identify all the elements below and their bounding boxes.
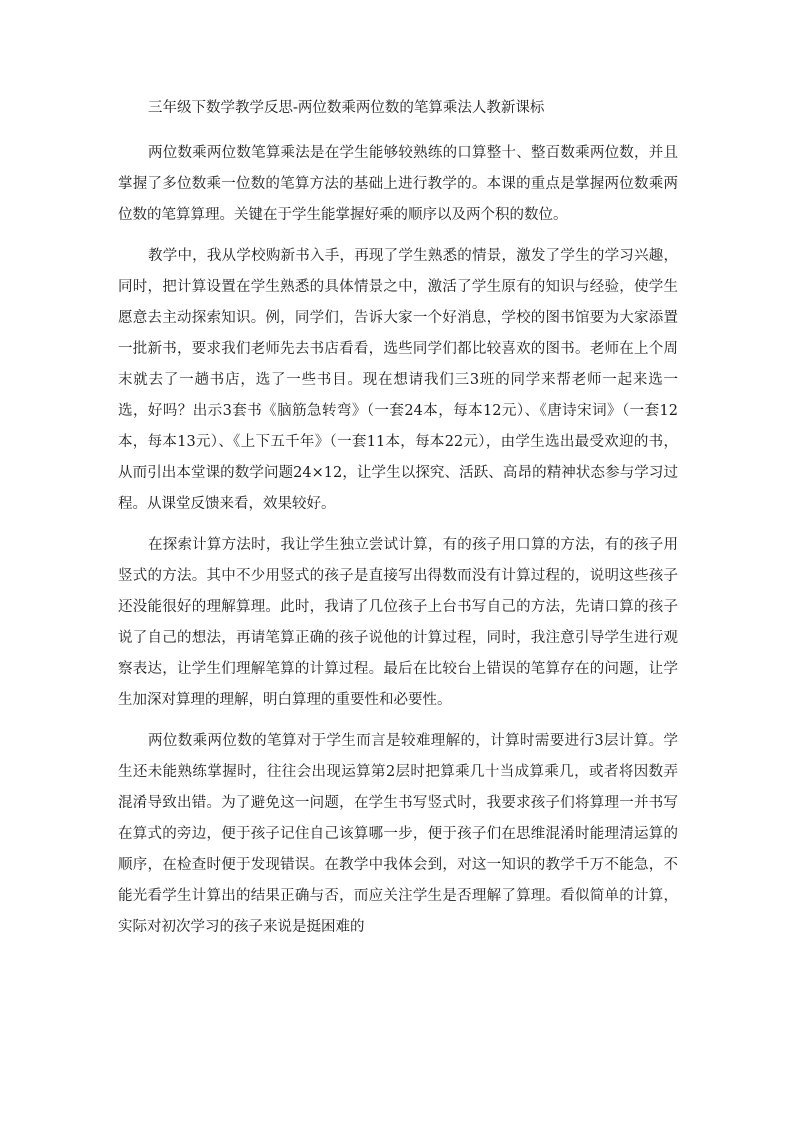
paragraph-1: 两位数乘两位数笔算乘法是在学生能够较熟练的口算整十、整百数乘两位数，并且掌握了多位数乘一位数的笔算方法的基础上进行教学的。本课的重点是掌握两位数乘两位数的笔算算理。关键在于学生能掌握好乘的顺序以及两个积的数位。 bbox=[118, 145, 678, 223]
paragraph-2: 教学中，我从学校购新书入手，再现了学生熟悉的情景，激发了学生的学习兴趣，同时，把计算设置在学生熟悉的具体情景之中，激活了学生原有的知识与经验，使学生愿意去主动探索知识。例，同学们，告诉大家一个好消息，学校的图书馆要为大家添置一批新书，要求我们老师先去书店看看，选些同学们都比较喜欢的图书。老师在上个周末就去了一趟书店，选了一些书目。现在想请我们三3班的同学来帮老师一起来选一选，好吗？出示3套书《脑筋急转弯》（一套24本，每本12元）、《唐诗宋词》（一套12本，每本13元）、《上下五千年》（一套11本，每本22元），由学生选出最受欢迎的书，从而引出本堂课的数学问题24×12，让学生以探究、活跃、高昂的精神状态参与学习过程。从课堂反馈来看，效果较好。 bbox=[118, 248, 678, 512]
document-page bbox=[118, 96, 678, 953]
paragraph-3: 在探索计算方法时，我让学生独立尝试计算，有的孩子用口算的方法，有的孩子用竖式的方法。其中不少用竖式的孩子是直接写出得数而没有计算过程的，说明这些孩子还没能很好的理解算理。此时，我请了几位孩子上台书写自己的方法，先请口算的孩子说了自己的想法，再请笔算正确的孩子说他的计算过程，同时，我注意引导学生进行观察表达，让学生们理解笔算的计算过程。最后在比较台上错误的笔算存在的问题，让学生加深对算理的理解，明白算理的重要性和必要性。 bbox=[118, 537, 678, 708]
paragraph-4: 两位数乘两位数的笔算对于学生而言是较难理解的，计算时需要进行3层计算。学生还未能熟练掌握时，往往会出现运算第2层时把算乘几十当成算乘几，或者将因数弄混淆导致出错。为了避免这一问题，在学生书写竖式时，我要求孩子们将算理一并书写在算式的旁边，便于孩子记住自己该算哪一步，便于孩子们在思维混淆时能理清运算的顺序，在检查时便于发现错误。在教学中我体会到，对这一知识的教学千万不能急，不能光看学生计算出的结果正确与否，而应关注学生是否理解了算理。看似简单的计算，实际对初次学习的孩子来说是挺困难的 bbox=[118, 733, 678, 935]
document-title: 三年级下数学教学反思-两位数乘两位数的笔算乘法人教新课标 bbox=[148, 100, 545, 116]
